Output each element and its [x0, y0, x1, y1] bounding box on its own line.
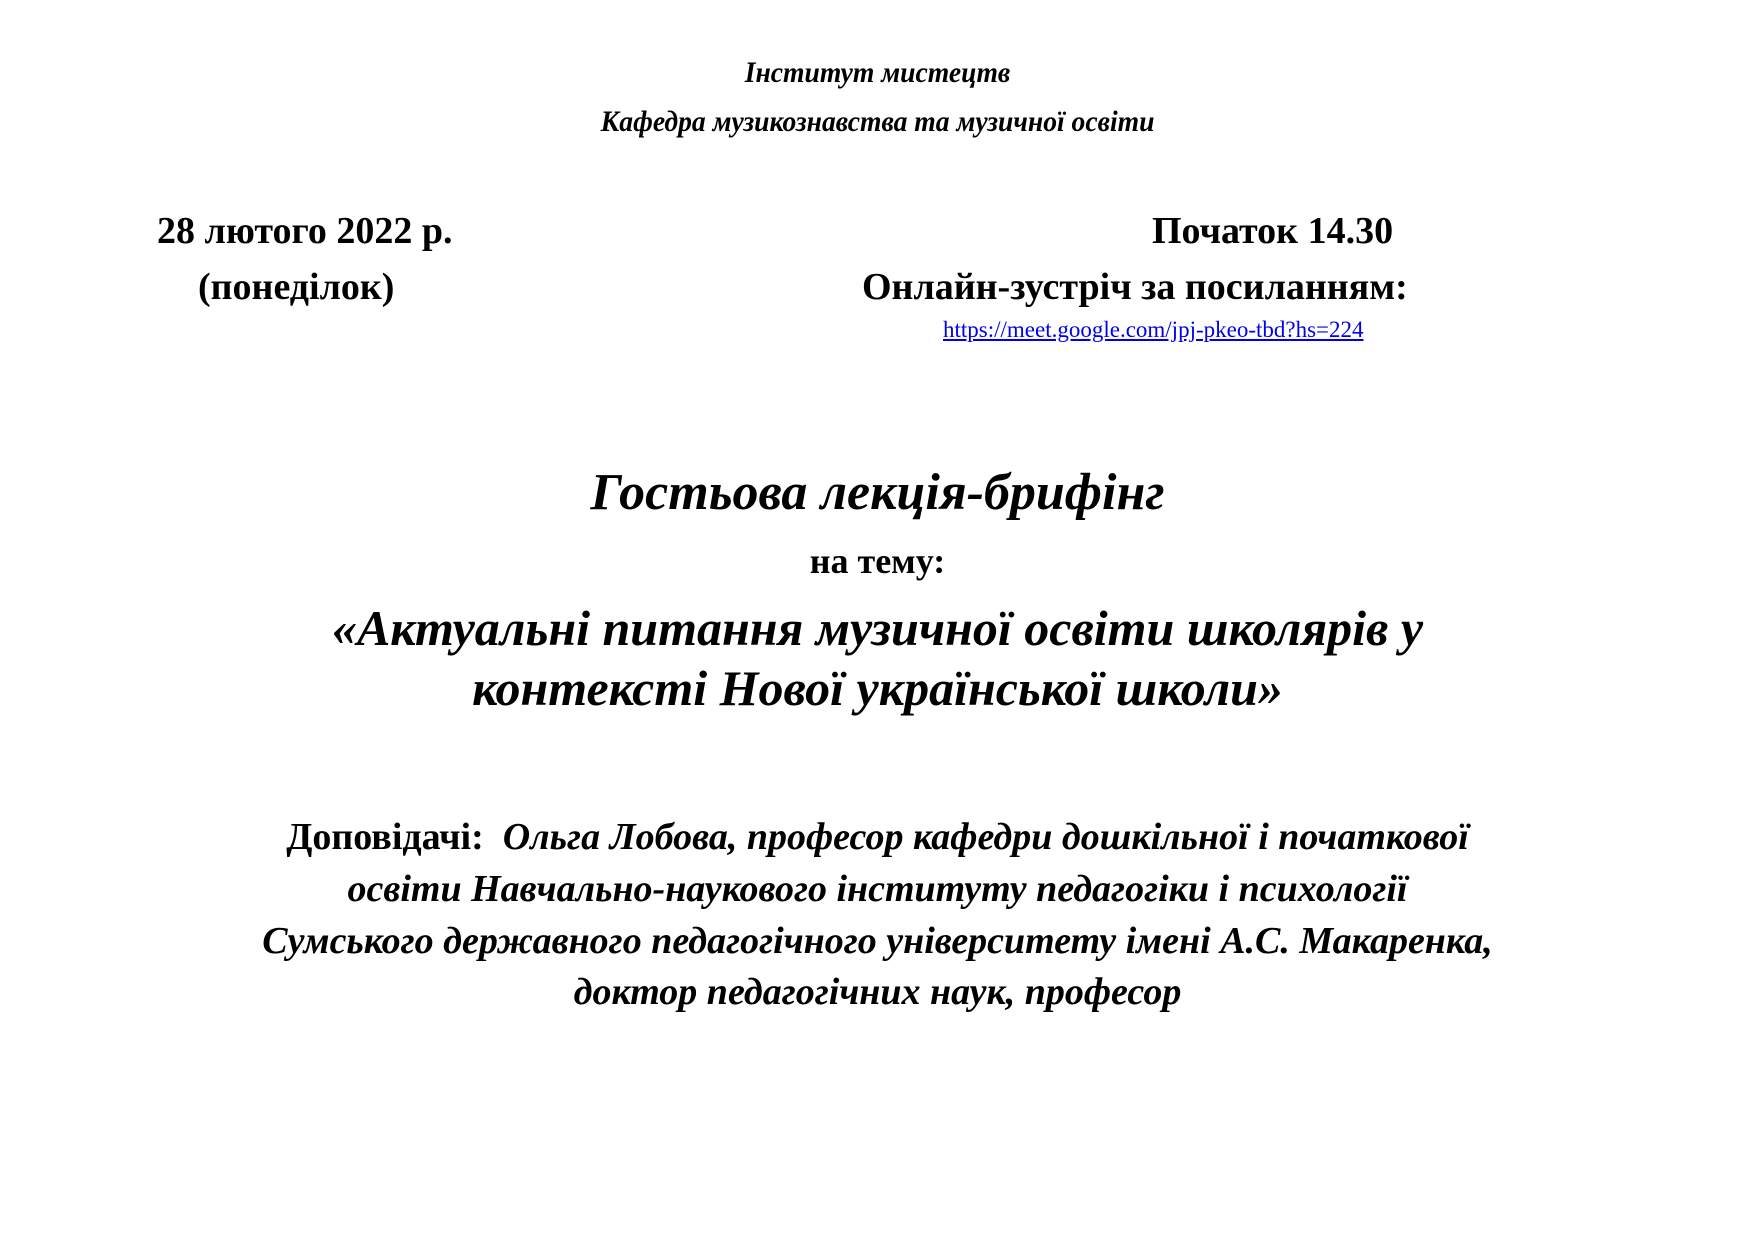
speakers-line-4: доктор педагогічних наук, професор: [573, 971, 1182, 1013]
event-date: 28 лютого 2022 р.: [157, 210, 453, 252]
speaker-name-and-title: Ольга Лобова, професор кафедри дошкільної і початкової: [502, 816, 1469, 858]
meeting-link[interactable]: https://meet.google.com/jpj-pkeo-tbd?hs=224: [943, 317, 1364, 342]
online-meeting-label: Онлайн-зустріч за посиланням:: [862, 266, 1408, 308]
event-weekday: (понеділок): [198, 266, 395, 308]
topic-title-line-2: контексті Нової української школи»: [472, 660, 1283, 716]
topic-title-line-1: «Актуальні питання музичної освіти школярів у: [331, 600, 1424, 656]
event-start-time: Початок 14.30: [1152, 210, 1394, 252]
speakers-line-1: [0, 818, 1755, 856]
speakers-line-3: Сумського державного педагогічного університету імені А.С. Макаренка,: [262, 920, 1493, 962]
lecture-type-heading: Гостьова лекція-брифінг: [590, 464, 1165, 521]
institute-name: Інститут мистецтв: [744, 56, 1011, 89]
topic-label: на тему:: [809, 541, 946, 581]
department-name: Кафедра музикознавства та музичної освіти: [600, 105, 1155, 138]
speakers-line-2: освіти Навчально-наукового інституту педагогіки і психології: [347, 868, 1408, 910]
speakers-label: Доповідачі:: [286, 816, 484, 858]
